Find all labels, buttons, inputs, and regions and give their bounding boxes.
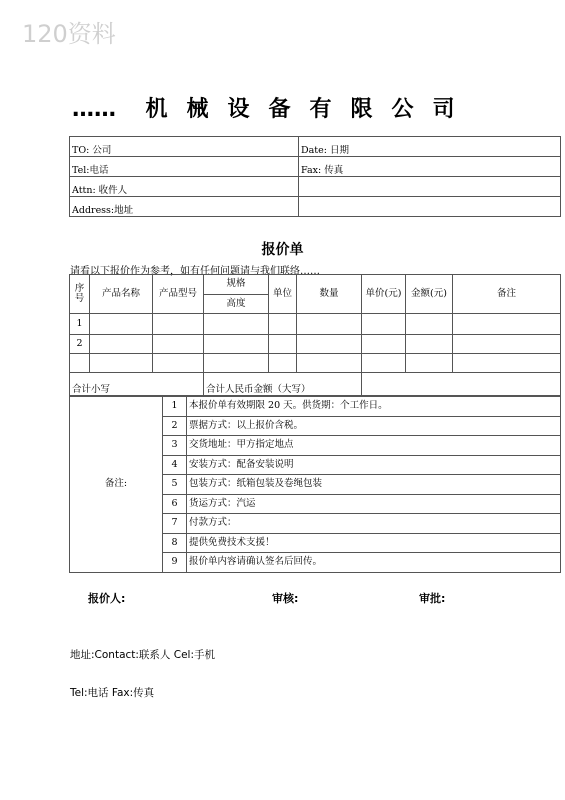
cell (269, 335, 297, 354)
note-text: 货运方式：汽运 (187, 494, 561, 514)
watermark: 120资料 (22, 20, 116, 48)
intro-text: 请看以下报价作为参考，如有任何问题请与我们联络…… (70, 266, 320, 277)
address-empty-cell (299, 197, 561, 217)
attn-empty-cell (299, 177, 561, 197)
cell (453, 314, 561, 335)
footer-contact-line: 地址:Contact:联系人 Cel:手机 (70, 649, 216, 661)
header-seq: 序号 (70, 275, 90, 314)
fax-field: Fax: 传真 (299, 157, 561, 177)
company-char: 限 (350, 97, 373, 122)
note-text: 安装方式：配备安装说明 (187, 455, 561, 475)
row-seq: 1 (70, 314, 90, 335)
header-remark: 备注 (453, 275, 561, 314)
note-text: 包装方式：纸箱包装及卷绳包装 (187, 475, 561, 495)
notes-table (69, 396, 561, 573)
header-amount: 金额(元) (406, 275, 453, 314)
note-text: 报价单内容请确认签名后回传。 (187, 553, 561, 573)
total-big-value (362, 373, 561, 396)
note-number: 1 (163, 397, 187, 417)
company-char: 有 (309, 97, 332, 122)
cell (406, 354, 453, 373)
company-char: 备 (268, 97, 291, 122)
contact-info-table (69, 136, 561, 217)
cell (269, 354, 297, 373)
cell (297, 354, 362, 373)
note-number: 3 (163, 436, 187, 456)
cell (153, 354, 204, 373)
footer-tel-line: Tel:电话 Fax:传真 (70, 687, 155, 699)
quote-items-table (69, 274, 561, 396)
note-number: 5 (163, 475, 187, 495)
tel-field: Tel:电话 (70, 157, 299, 177)
header-unit-price: 单价(元) (362, 275, 406, 314)
note-text: 交货地址：甲方指定地点 (187, 436, 561, 456)
notes-label: 备注: (70, 397, 163, 573)
cell (453, 335, 561, 354)
signature-quoter: 报价人: (88, 592, 126, 605)
company-char: 公 (391, 97, 414, 122)
note-number: 7 (163, 514, 187, 534)
total-small-label: 合计小写 (70, 373, 204, 396)
cell (204, 354, 269, 373)
signature-approve: 审批: (419, 592, 446, 605)
cell (297, 314, 362, 335)
header-unit: 单位 (269, 275, 297, 314)
signature-review: 审核: (272, 592, 299, 605)
note-number: 6 (163, 494, 187, 514)
company-char: 司 (432, 97, 455, 122)
note-text: 本报价单有效期限 20 天。供货期：个工作日。 (187, 397, 561, 417)
row-seq: 2 (70, 335, 90, 354)
company-char: 机 (145, 97, 168, 122)
note-number: 9 (163, 553, 187, 573)
cell (297, 335, 362, 354)
company-char: 设 (227, 97, 250, 122)
cell (406, 335, 453, 354)
total-big-label: 合计人民币金额（大写） (204, 373, 362, 396)
company-char: 械 (186, 97, 209, 122)
cell (362, 354, 406, 373)
cell (90, 354, 153, 373)
date-field: Date: 日期 (299, 137, 561, 157)
cell (269, 314, 297, 335)
cell (204, 335, 269, 354)
header-qty: 数量 (297, 275, 362, 314)
note-number: 8 (163, 533, 187, 553)
company-prefix: …… (72, 97, 116, 122)
note-text: 付款方式： (187, 514, 561, 534)
header-product-name: 产品名称 (90, 275, 153, 314)
cell (362, 335, 406, 354)
header-product-model: 产品型号 (153, 275, 204, 314)
header-height: 高度 (204, 295, 269, 314)
company-name (72, 92, 552, 123)
cell (204, 314, 269, 335)
cell (70, 354, 90, 373)
note-number: 4 (163, 455, 187, 475)
cell (453, 354, 561, 373)
to-field: TO: 公司 (70, 137, 299, 157)
page-title: 报价单 (261, 242, 304, 258)
cell (90, 314, 153, 335)
cell (362, 314, 406, 335)
cell (90, 335, 153, 354)
note-number: 2 (163, 416, 187, 436)
note-text: 票据方式：以上报价含税。 (187, 416, 561, 436)
cell (153, 314, 204, 335)
cell (153, 335, 204, 354)
note-text: 提供免费技术支援！ (187, 533, 561, 553)
attn-field: Attn: 收件人 (70, 177, 299, 197)
address-field: Address:地址 (70, 197, 299, 217)
cell (406, 314, 453, 335)
header-spec: 规格 (204, 275, 269, 295)
